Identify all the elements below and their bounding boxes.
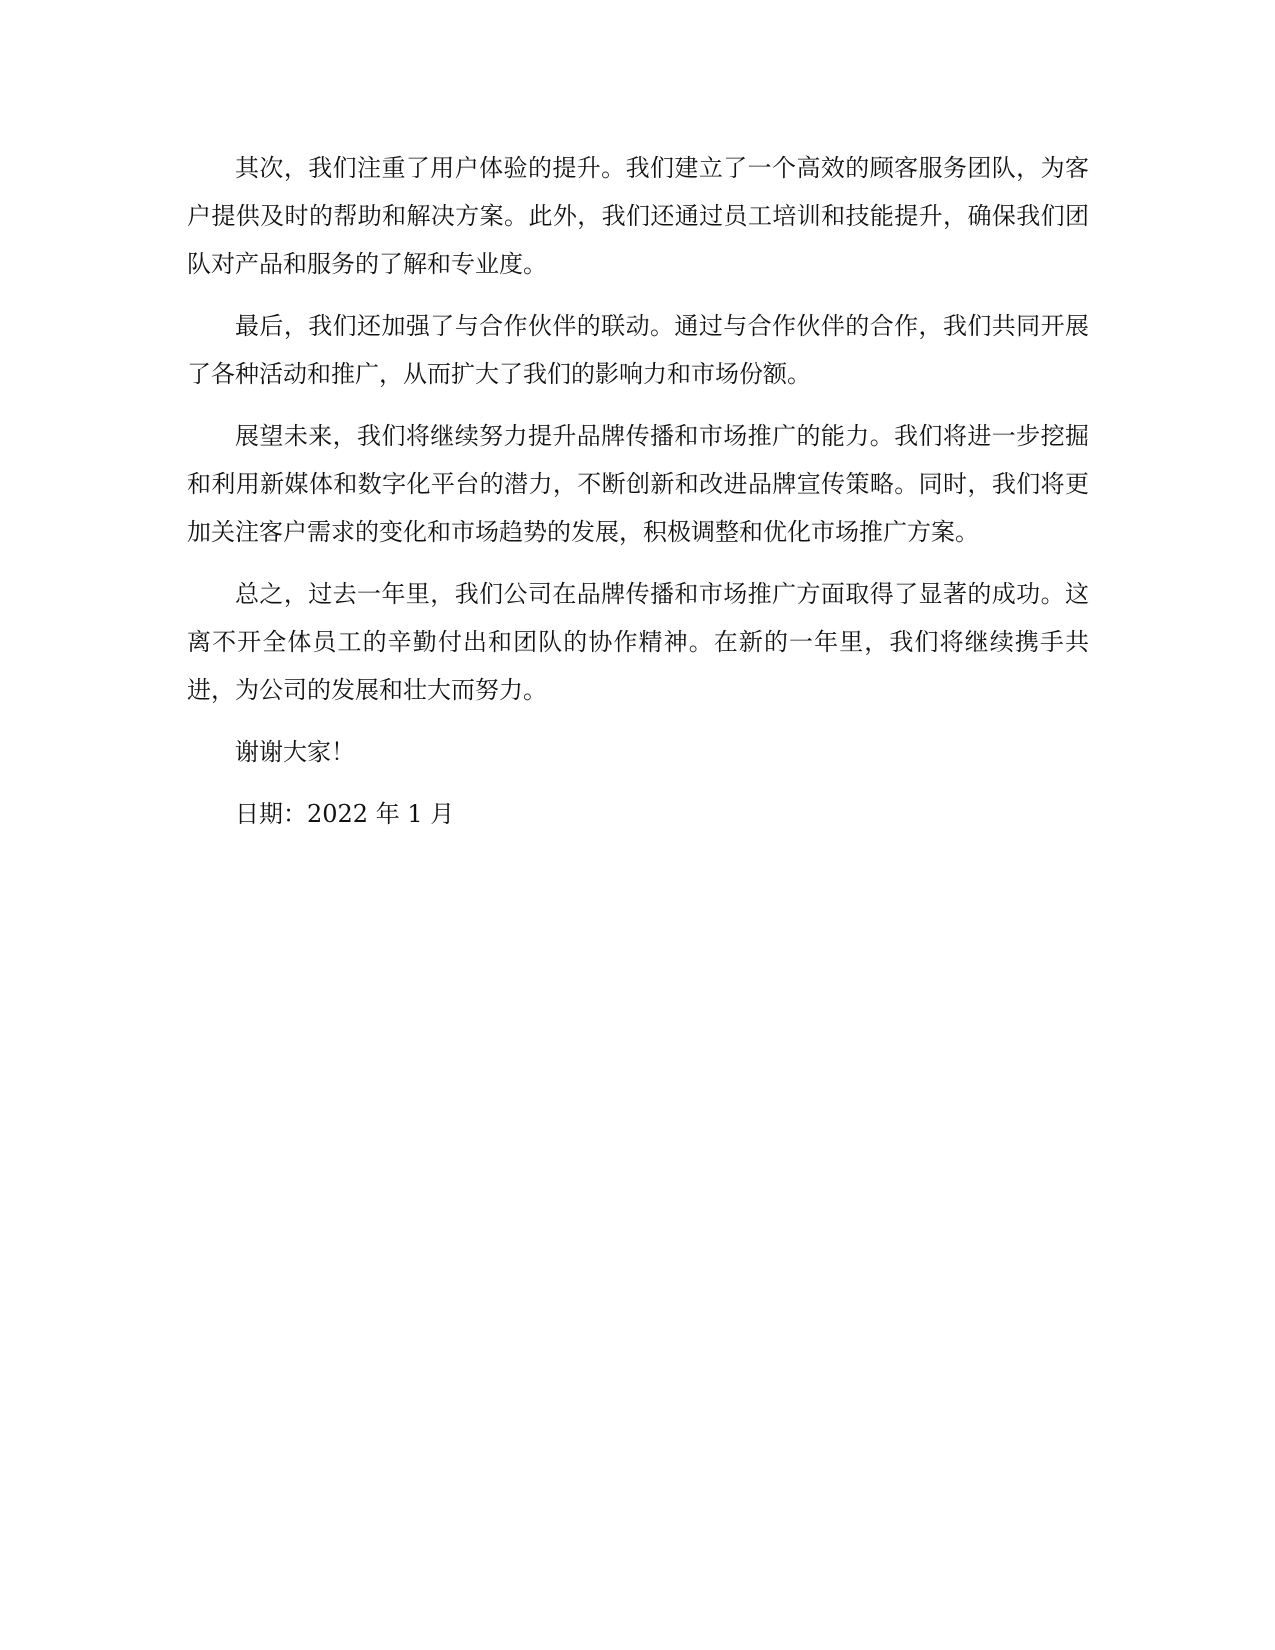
closing-thanks: 谢谢大家！ [235,738,355,766]
paragraph-partners: 最后，我们还加强了与合作伙伴的联动。通过与合作伙伴的合作，我们共同开展了各种活动和推广，从而扩大了我们的影响力和市场份额。 [187,312,1089,388]
document-date: 日期：2022 年 1 月 [235,800,455,828]
paragraph-future-outlook: 展望未来，我们将继续努力提升品牌传播和市场推广的能力。我们将进一步挖掘和利用新媒体和数字化平台的潜力，不断创新和改进品牌宣传策略。同时，我们将更加关注客户需求的变化和市场趋势的发展，积极调整和优化市场推广方案。 [187,422,1089,546]
paragraph-summary: 总之，过去一年里，我们公司在品牌传播和市场推广方面取得了显著的成功。这离不开全体员工的辛勤付出和团队的协作精神。在新的一年里，我们将继续携手共进，为公司的发展和壮大而努力。 [187,580,1089,704]
document-body [187,144,1089,838]
paragraph-user-experience: 其次，我们注重了用户体验的提升。我们建立了一个高效的顾客服务团队，为客户提供及时的帮助和解决方案。此外，我们还通过员工培训和技能提升，确保我们团队对产品和服务的了解和专业度。 [187,154,1089,278]
